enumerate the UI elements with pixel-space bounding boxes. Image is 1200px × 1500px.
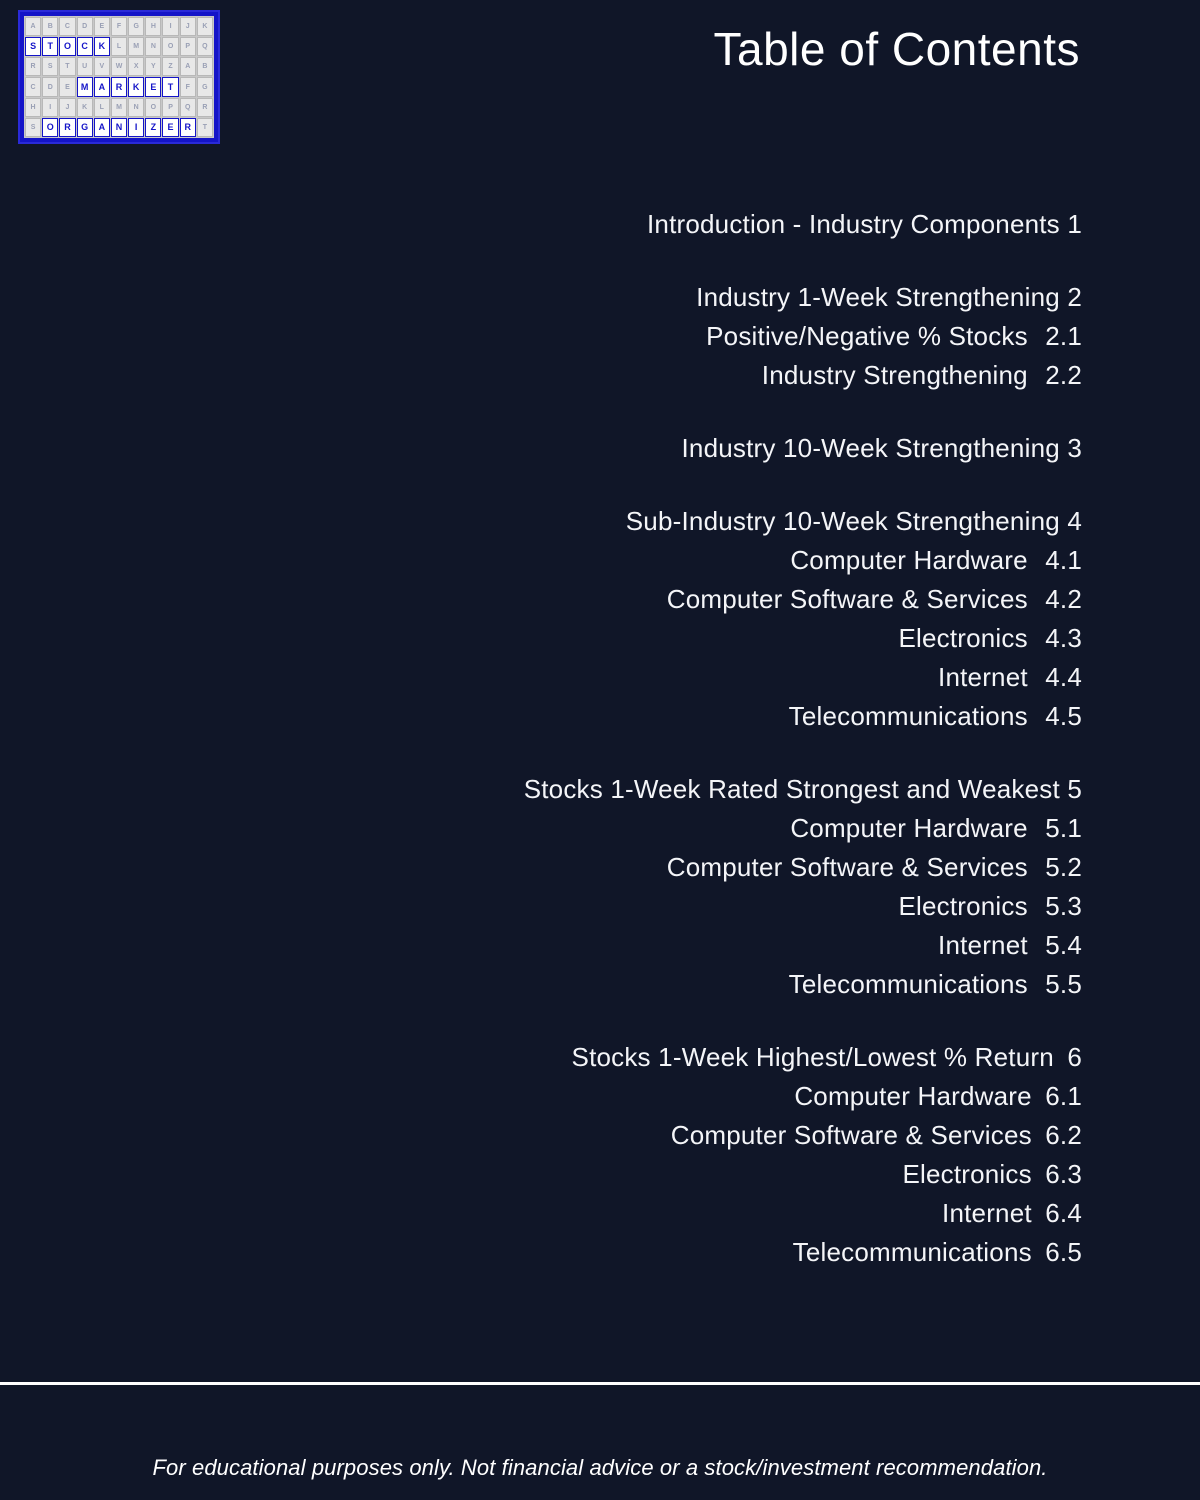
toc-entry[interactable] [0, 965, 1082, 1004]
logo-tile-blank: S [42, 57, 58, 76]
logo-tile-letter: E [162, 118, 178, 137]
toc-entry-label: Electronics [902, 1159, 1032, 1189]
logo-tile-blank: T [59, 57, 75, 76]
toc-entry[interactable] [0, 429, 1082, 468]
logo-tile-blank: M [128, 37, 144, 56]
toc-entry-number: 6 [1067, 1042, 1082, 1072]
toc-entry-number: 5.2 [1045, 852, 1082, 882]
toc-entry-label: Internet [938, 930, 1028, 960]
toc-entry-number: 4.1 [1045, 545, 1082, 575]
toc-entry-label: Telecommunications [788, 701, 1028, 731]
logo-tile-letter: K [128, 77, 144, 96]
toc-entry-label: Internet [938, 662, 1028, 692]
logo-tile-blank: D [42, 77, 58, 96]
logo-tile-blank: N [128, 98, 144, 117]
toc-entry-number: 4.5 [1045, 701, 1082, 731]
toc-entry-number: 4.2 [1045, 584, 1082, 614]
logo-tile-blank: I [42, 98, 58, 117]
toc-entry[interactable] [0, 356, 1082, 395]
toc-entry[interactable] [0, 205, 1082, 244]
toc-entry[interactable] [0, 770, 1082, 809]
logo-tile-blank: G [128, 17, 144, 36]
toc-entry[interactable] [0, 619, 1082, 658]
logo-tile-letter: A [94, 77, 110, 96]
logo-tile-letter: E [145, 77, 161, 96]
logo-tile-blank: F [111, 17, 127, 36]
toc-entry-number: 5.5 [1045, 969, 1082, 999]
logo-tile-blank: H [25, 98, 41, 117]
logo-tile-blank: U [77, 57, 93, 76]
logo-tile-letter: C [77, 37, 93, 56]
toc-entry-label: Computer Hardware [794, 1081, 1032, 1111]
logo-tile-blank: L [94, 98, 110, 117]
toc-entry[interactable] [0, 1038, 1082, 1077]
logo-tile-blank: P [180, 37, 196, 56]
toc-entry-number: 4.3 [1045, 623, 1082, 653]
logo-tile-blank: Q [197, 37, 213, 56]
toc-entry-label: Industry 10-Week Strengthening [681, 433, 1060, 463]
logo-tile-blank: T [197, 118, 213, 137]
logo-tile-letter: A [94, 118, 110, 137]
logo-tile-blank: Q [180, 98, 196, 117]
logo-tile-letter: Z [145, 118, 161, 137]
toc-entry[interactable] [0, 697, 1082, 736]
logo-tile-blank: H [145, 17, 161, 36]
logo-tile-blank: C [25, 77, 41, 96]
logo-tile-blank: E [59, 77, 75, 96]
logo-tile-letter: R [59, 118, 75, 137]
toc-entry-number: 2 [1067, 282, 1082, 312]
toc-entry-number: 4.4 [1045, 662, 1082, 692]
toc-entry[interactable] [0, 1116, 1082, 1155]
toc-entry-label: Stocks 1-Week Rated Strongest and Weakest [523, 774, 1060, 804]
toc-entry-label: Stocks 1-Week Highest/Lowest % Return [571, 1042, 1054, 1072]
logo-tile-letter: S [25, 37, 41, 56]
logo-tile-blank: A [180, 57, 196, 76]
table-of-contents [0, 205, 1082, 1272]
toc-entry-label: Computer Software & Services [670, 1120, 1032, 1150]
logo-tile-blank: Z [162, 57, 178, 76]
footer-divider [0, 1382, 1200, 1385]
logo-tile-blank: R [197, 98, 213, 117]
logo-tile-blank: A [25, 17, 41, 36]
toc-entry[interactable] [0, 1077, 1082, 1116]
toc-entry[interactable] [0, 1155, 1082, 1194]
logo-tile-letter: T [162, 77, 178, 96]
toc-entry-label: Sub-Industry 10-Week Strengthening [625, 506, 1060, 536]
toc-group [0, 278, 1082, 395]
logo-tile-blank: P [162, 98, 178, 117]
logo-tile-letter: G [77, 118, 93, 137]
logo-tile-blank: X [128, 57, 144, 76]
toc-entry-label: Computer Software & Services [666, 584, 1028, 614]
toc-entry-label: Computer Hardware [790, 813, 1028, 843]
toc-entry-label: Computer Software & Services [666, 852, 1028, 882]
logo-tile-letter: M [77, 77, 93, 96]
toc-group [0, 429, 1082, 468]
logo-tile-blank: B [42, 17, 58, 36]
logo-tile-blank: M [111, 98, 127, 117]
logo-tile-blank: B [197, 57, 213, 76]
toc-entry-label: Electronics [898, 891, 1028, 921]
logo-tile-blank: C [59, 17, 75, 36]
toc-entry-number: 4 [1067, 506, 1082, 536]
disclaimer-text: For educational purposes only. Not financial advice or a stock/investment recommendation. [152, 1455, 1048, 1480]
logo-tile-blank: O [162, 37, 178, 56]
toc-entry-number: 2.2 [1045, 360, 1082, 390]
logo-tile-blank: Y [145, 57, 161, 76]
logo-tile-blank: N [145, 37, 161, 56]
logo-tile-blank: S [25, 118, 41, 137]
toc-entry-number: 5.4 [1045, 930, 1082, 960]
toc-entry-label: Industry 1-Week Strengthening [696, 282, 1060, 312]
toc-entry-number: 2.1 [1045, 321, 1082, 351]
logo [18, 10, 220, 144]
logo-tile-letter: O [42, 118, 58, 137]
toc-entry-label: Telecommunications [792, 1237, 1032, 1267]
toc-entry-label: Computer Hardware [790, 545, 1028, 575]
toc-entry-number: 6.3 [1045, 1159, 1082, 1189]
logo-tile-letter: O [59, 37, 75, 56]
toc-entry-number: 3 [1067, 433, 1082, 463]
toc-group [0, 205, 1082, 244]
toc-entry-number: 1 [1067, 209, 1082, 239]
logo-tile-blank: R [25, 57, 41, 76]
logo-tile-blank: F [180, 77, 196, 96]
toc-entry[interactable] [0, 887, 1082, 926]
toc-entry[interactable] [0, 658, 1082, 697]
toc-entry-label: Positive/Negative % Stocks [706, 321, 1028, 351]
toc-entry[interactable] [0, 1194, 1082, 1233]
logo-tile-blank: O [145, 98, 161, 117]
toc-entry-label: Industry Strengthening [761, 360, 1028, 390]
logo-tile-letter: I [128, 118, 144, 137]
toc-entry-number: 6.5 [1045, 1237, 1082, 1267]
logo-tile-letter: N [111, 118, 127, 137]
toc-entry-number: 6.1 [1045, 1081, 1082, 1111]
toc-group [0, 502, 1082, 736]
logo-tile-blank: D [77, 17, 93, 36]
logo-tile-blank: K [197, 17, 213, 36]
logo-tile-blank: L [111, 37, 127, 56]
toc-entry-number: 6.4 [1045, 1198, 1082, 1228]
toc-entry[interactable] [0, 926, 1082, 965]
logo-tile-blank: V [94, 57, 110, 76]
toc-entry[interactable] [0, 541, 1082, 580]
logo-tile-letter: R [180, 118, 196, 137]
toc-entry-label: Introduction - Industry Components [646, 209, 1060, 239]
toc-entry[interactable] [0, 278, 1082, 317]
toc-entry-number: 5.1 [1045, 813, 1082, 843]
logo-tile-blank: J [180, 17, 196, 36]
toc-group [0, 1038, 1082, 1272]
toc-entry-number: 6.2 [1045, 1120, 1082, 1150]
logo-tile-blank: W [111, 57, 127, 76]
toc-entry[interactable] [0, 809, 1082, 848]
logo-tile-letter: R [111, 77, 127, 96]
logo-tile-blank: E [94, 17, 110, 36]
logo-letter-grid [24, 16, 214, 138]
toc-entry[interactable] [0, 848, 1082, 887]
toc-entry-label: Electronics [898, 623, 1028, 653]
toc-entry[interactable] [0, 1233, 1082, 1272]
toc-entry[interactable] [0, 580, 1082, 619]
logo-tile-letter: K [94, 37, 110, 56]
logo-tile-blank: I [162, 17, 178, 36]
logo-tile-blank: K [77, 98, 93, 117]
toc-entry-label: Telecommunications [788, 969, 1028, 999]
toc-group [0, 770, 1082, 1004]
toc-entry-number: 5.3 [1045, 891, 1082, 921]
toc-entry[interactable] [0, 317, 1082, 356]
logo-tile-letter: T [42, 37, 58, 56]
toc-entry-label: Internet [942, 1198, 1032, 1228]
toc-entry-number: 5 [1067, 774, 1082, 804]
logo-tile-blank: J [59, 98, 75, 117]
logo-tile-blank: G [197, 77, 213, 96]
toc-entry[interactable] [0, 502, 1082, 541]
page-title: Table of Contents [713, 23, 1080, 75]
